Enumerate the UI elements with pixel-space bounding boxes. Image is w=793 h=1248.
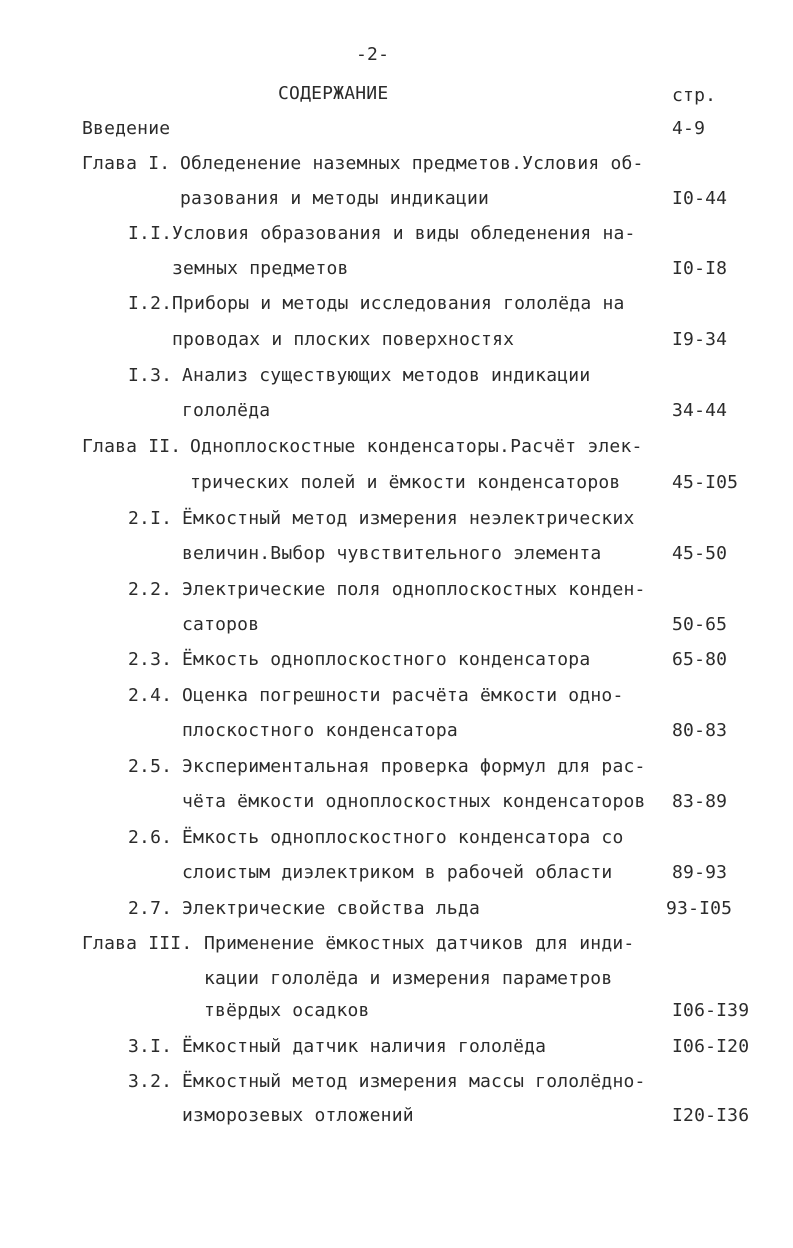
toc-ch2-s4-pages: 80-83 — [672, 720, 728, 741]
toc-ch2-s1-line1: Ёмкостный метод измерения неэлектрических — [182, 508, 635, 529]
toc-ch3-s1-line1: Ёмкостный датчик наличия гололёда — [182, 1036, 547, 1057]
toc-ch3-label: Глава III. — [82, 933, 193, 954]
toc-ch3-s2-line1: Ёмкостный метод измерения массы гололёдно- — [182, 1071, 646, 1092]
toc-ch2-s6-line1: Ёмкость одноплоскостного конденсатора со — [182, 827, 624, 848]
toc-ch2-s1-pages: 45-50 — [672, 543, 728, 564]
toc-ch2-s4-line2: плоскостного конденсатора — [182, 720, 458, 741]
toc-ch1-line1: Обледенение наземных предметов.Условия об- — [180, 153, 644, 174]
toc-ch1-s3-pages: 34-44 — [672, 400, 728, 421]
toc-ch1-line2: разования и методы индикации — [180, 188, 490, 209]
toc-ch2-s2-pages: 50-65 — [672, 614, 728, 635]
toc-ch1-label: Глава I. — [82, 153, 171, 174]
toc-ch2-s7-pages: 93-I05 — [666, 898, 733, 919]
toc-ch2-s6-line2: слоистым диэлектриком в рабочей области — [182, 862, 613, 883]
toc-ch3-s2-num: 3.2. — [128, 1071, 173, 1092]
toc-ch1-pages: I0-44 — [672, 188, 728, 209]
toc-ch2-pages: 45-I05 — [672, 472, 739, 493]
toc-ch2-s2-num: 2.2. — [128, 579, 173, 600]
toc-ch2-s4-line1: Оценка погрешности расчёта ёмкости одно- — [182, 685, 624, 706]
toc-ch3-line3: твёрдых осадков — [204, 1000, 370, 1021]
toc-ch2-s1-num: 2.I. — [128, 508, 173, 529]
toc-ch2-s2-line1: Электрические поля одноплоскостных конден- — [182, 579, 646, 600]
toc-ch2-s5-num: 2.5. — [128, 756, 173, 777]
toc-ch2-s3-line1: Ёмкость одноплоскостного конденсатора — [182, 649, 591, 670]
toc-ch1-s3-num: I.3. — [128, 365, 173, 386]
toc-ch2-s3-pages: 65-80 — [672, 649, 728, 670]
toc-ch2-line1: Одноплоскостные конденсаторы.Расчёт элек- — [190, 436, 643, 457]
toc-ch3-pages: I06-I39 — [672, 1000, 750, 1021]
toc-ch1-s1-num: I.I. — [128, 223, 173, 244]
toc-ch2-s7-line1: Электрические свойства льда — [182, 898, 480, 919]
toc-ch1-s2-line1: Приборы и методы исследования гололёда на — [172, 293, 625, 314]
toc-ch2-s4-num: 2.4. — [128, 685, 173, 706]
toc-ch2-s5-line1: Экспериментальная проверка формул для рас- — [182, 756, 646, 777]
toc-ch3-s1-pages: I06-I20 — [672, 1036, 750, 1057]
toc-ch2-s5-pages: 83-89 — [672, 791, 728, 812]
toc-ch1-s1-line2: земных предметов — [172, 258, 349, 279]
toc-ch3-line2: кации гололёда и измерения параметров — [204, 968, 613, 989]
page-number: -2- — [356, 44, 390, 65]
toc-ch2-line2: трических полей и ёмкости конденсаторов — [190, 472, 621, 493]
toc-ch2-s3-num: 2.3. — [128, 649, 173, 670]
pages-column-header: стр. — [672, 85, 717, 106]
toc-ch1-s2-pages: I9-34 — [672, 329, 728, 350]
toc-ch3-line1: Применение ёмкостных датчиков для инди- — [204, 933, 635, 954]
toc-ch3-s2-pages: I20-I36 — [672, 1105, 750, 1126]
page-title: СОДЕРЖАНИЕ — [278, 83, 389, 104]
toc-ch3-s1-num: 3.I. — [128, 1036, 173, 1057]
toc-ch1-s1-line1: Условия образования и виды обледенения на- — [172, 223, 636, 244]
toc-ch2-s6-num: 2.6. — [128, 827, 173, 848]
toc-ch1-s3-line1: Анализ существующих методов индикации — [182, 365, 591, 386]
toc-ch1-s2-num: I.2. — [128, 293, 173, 314]
toc-ch2-s1-line2: величин.Выбор чувствительного элемента — [182, 543, 602, 564]
toc-ch2-label: Глава II. — [82, 436, 182, 457]
toc-intro-label: Введение — [82, 118, 171, 139]
toc-ch2-s7-num: 2.7. — [128, 898, 173, 919]
toc-ch1-s2-line2: проводах и плоских поверхностях — [172, 329, 515, 350]
toc-ch2-s6-pages: 89-93 — [672, 862, 728, 883]
toc-ch1-s1-pages: I0-I8 — [672, 258, 728, 279]
toc-intro-pages: 4-9 — [672, 118, 706, 139]
toc-ch2-s2-line2: саторов — [182, 614, 260, 635]
toc-ch3-s2-line2: изморозевых отложений — [182, 1105, 414, 1126]
toc-ch1-s3-line2: гололёда — [182, 400, 271, 421]
toc-ch2-s5-line2: чёта ёмкости одноплоскостных конденсаторов — [182, 791, 646, 812]
